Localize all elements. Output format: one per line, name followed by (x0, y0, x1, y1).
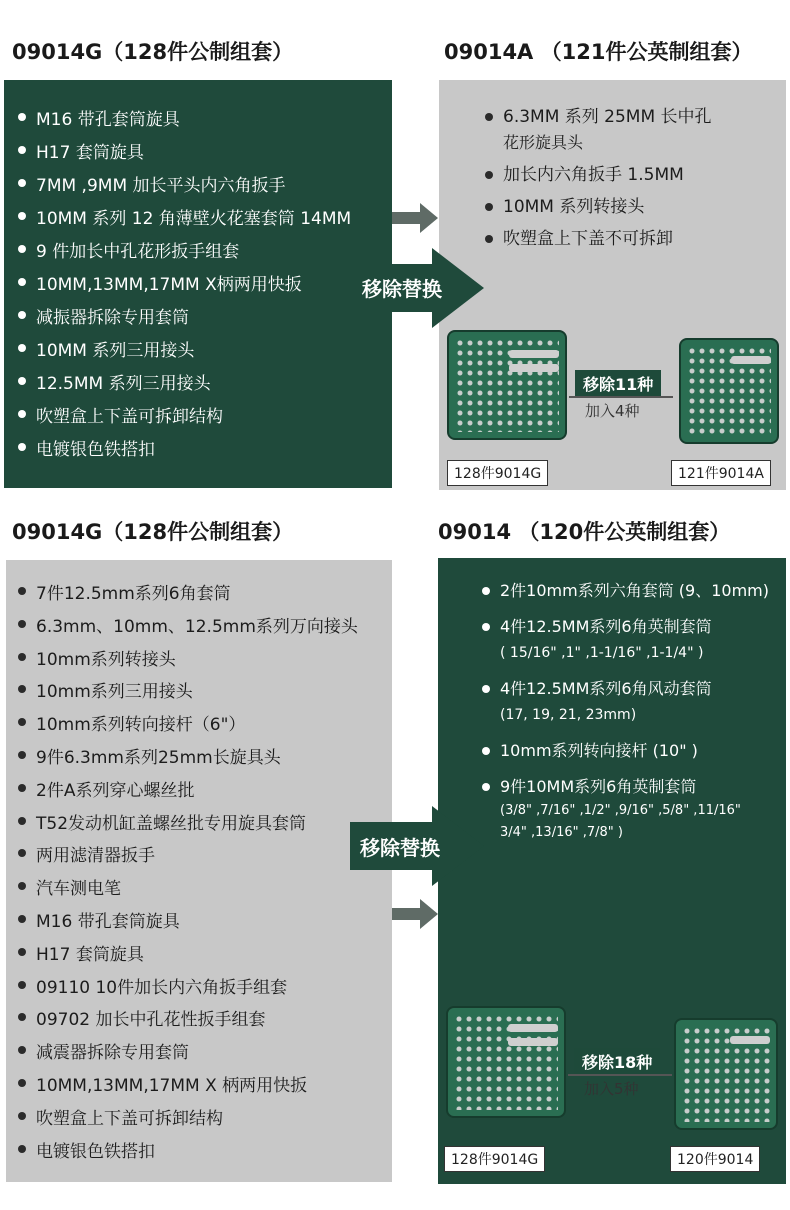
list-item (478, 578, 770, 604)
replace-label: 移除替换 (360, 836, 440, 860)
divider-line (569, 396, 673, 398)
list-item: 10MM 系列三用接头 (14, 335, 351, 368)
section2-left-heading: 09014G（128件公制组套） (12, 520, 294, 544)
list-item (478, 614, 770, 666)
list-item: 汽车测电笔 (14, 873, 358, 906)
list-item: 10MM 系列 12 角薄壁火花塞套筒 14MM (14, 203, 351, 236)
divider-line (568, 1074, 672, 1076)
toolcase-121-image (679, 338, 779, 444)
replace-label: 移除替换 (362, 277, 442, 301)
section1-left-panel (4, 80, 392, 488)
list-item-text: 吹塑盒上下盖不可拆卸 (503, 229, 673, 249)
list-item: 10mm系列转向接杆（6"） (14, 709, 358, 742)
list-item: 7MM ,9MM 加长平头内六角扳手 (14, 170, 351, 203)
list-item: T52发动机缸盖螺丝批专用旋具套筒 (14, 808, 358, 841)
section2-left-list (14, 578, 358, 1168)
list-item: 2件A系列穿心螺丝批 (14, 775, 358, 808)
list-item: 电镀银色铁搭扣 (14, 434, 351, 467)
list-item: M16 带孔套筒旋具 (14, 104, 351, 137)
list-item (481, 104, 712, 156)
list-item: 吹塑盒上下盖可拆卸结构 (14, 401, 351, 434)
list-item-subtext: 花形旋具头 (503, 133, 584, 152)
list-item: H17 套筒旋具 (14, 137, 351, 170)
list-item: 09702 加长中孔花性扳手组套 (14, 1004, 358, 1037)
list-item (478, 738, 770, 764)
toolcase-right-label: 121件9014A (671, 460, 771, 486)
toolcase-120-image (674, 1018, 778, 1130)
section1-left-list (14, 104, 351, 467)
list-item-subtext: (3/8" ,7/16" ,1/2" ,9/16" ,5/8" ,11/16" 3/4" ,13/16" ,7/8" ) (500, 803, 741, 840)
list-item: 电镀银色铁搭扣 (14, 1136, 358, 1169)
list-item: H17 套筒旋具 (14, 939, 358, 972)
small-arrow-icon (392, 203, 440, 233)
list-item: 9件6.3mm系列25mm长旋具头 (14, 742, 358, 775)
section1-right-heading: 09014A （121件公英制组套） (444, 40, 753, 64)
list-item-text: 加长内六角扳手 1.5MM (503, 165, 684, 185)
section1-right-list (481, 104, 712, 252)
list-item: 减震器拆除专用套筒 (14, 1037, 358, 1070)
list-item: 10mm系列转接头 (14, 644, 358, 677)
toolcase-128-image (446, 1006, 566, 1118)
list-item-subtext: (17, 19, 21, 23mm) (500, 707, 637, 723)
list-item: 吹塑盒上下盖可拆卸结构 (14, 1103, 358, 1136)
remove-count-tag: 移除18种 (574, 1048, 660, 1075)
toolcase-128-image (447, 330, 567, 440)
list-item (478, 774, 770, 844)
section2-left-panel (6, 560, 392, 1182)
list-item-text: 6.3MM 系列 25MM 长中孔 (503, 107, 712, 127)
toolcase-left-label: 128件9014G (447, 460, 548, 486)
list-item: 减振器拆除专用套筒 (14, 302, 351, 335)
section1-left-heading: 09014G（128件公制组套） (12, 40, 294, 64)
section2-right-heading: 09014 （120件公英制组套） (438, 520, 731, 544)
list-item-text: 4件12.5MM系列6角风动套筒 (500, 679, 712, 698)
list-item: 09110 10件加长内六角扳手组套 (14, 972, 358, 1005)
list-item-text: 10mm系列转向接杆 (10" ) (500, 741, 698, 760)
list-item: 10MM,13MM,17MM X柄两用快扳 (14, 269, 351, 302)
list-item: 9 件加长中孔花形扳手组套 (14, 236, 351, 269)
list-item: 7件12.5mm系列6角套筒 (14, 578, 358, 611)
remove-count-tag: 移除11种 (575, 370, 661, 397)
list-item: 12.5MM 系列三用接头 (14, 368, 351, 401)
list-item (481, 226, 712, 252)
list-item: 10mm系列三用接头 (14, 676, 358, 709)
list-item (481, 194, 712, 220)
add-count-tag: 加入4种 (585, 402, 640, 420)
list-item: 两用滤清器扳手 (14, 840, 358, 873)
list-item (481, 162, 712, 188)
list-item (478, 676, 770, 728)
section2-right-list (478, 578, 770, 844)
toolcase-right-label: 120件9014 (670, 1146, 760, 1172)
small-arrow-icon (392, 899, 440, 929)
toolcase-left-label: 128件9014G (444, 1146, 545, 1172)
list-item-text: 9件10MM系列6角英制套筒 (500, 777, 697, 796)
section2-right-panel (438, 558, 786, 1184)
list-item-text: 10MM 系列转接头 (503, 197, 645, 217)
list-item: M16 带孔套筒旋具 (14, 906, 358, 939)
section1-right-panel (439, 80, 786, 490)
list-item-subtext: ( 15/16" ,1" ,1-1/16" ,1-1/4" ) (500, 645, 704, 661)
list-item-text: 2件10mm系列六角套筒 (9、10mm) (500, 581, 769, 600)
add-count-tag: 加入5种 (584, 1080, 639, 1098)
list-item: 10MM,13MM,17MM X 柄两用快扳 (14, 1070, 358, 1103)
list-item-text: 4件12.5MM系列6角英制套筒 (500, 617, 712, 636)
list-item: 6.3mm、10mm、12.5mm系列万向接头 (14, 611, 358, 644)
